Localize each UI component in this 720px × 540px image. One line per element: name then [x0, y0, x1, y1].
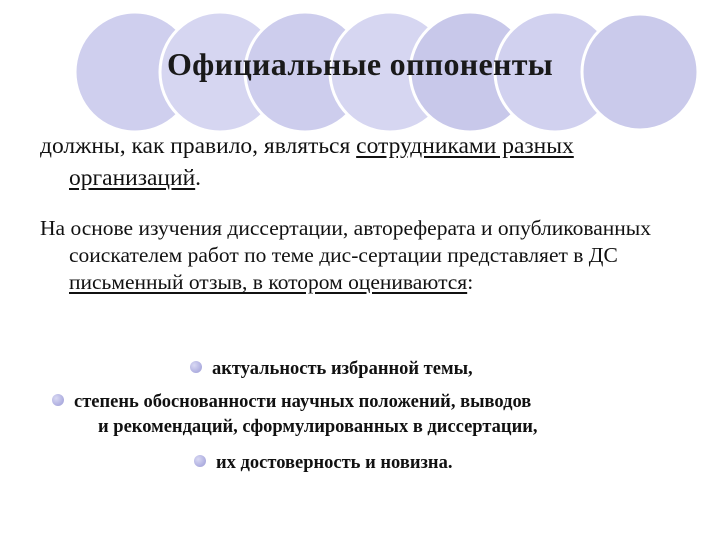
bullet-text: степень обоснованности научных положений, выводов — [74, 392, 532, 412]
bullet-item-validity — [52, 390, 531, 415]
bullet-item-validity-continued — [98, 415, 538, 440]
bullet-item-novelty — [194, 451, 452, 476]
slide-title: Официальные оппоненты — [166, 46, 554, 82]
para2-text: На основе изучения диссертации, автореферата и опубликованных соискателем работ по теме дис-сертации представляет в ДС — [40, 216, 651, 267]
para1-text: должны, как правило, являться — [40, 133, 357, 159]
para1-end: . — [195, 165, 202, 191]
bullet-text: их достоверность и новизна. — [216, 453, 453, 473]
para1-underlined-text: сотрудниками разных организаций — [69, 133, 574, 191]
para2-underlined-text: письменный отзыв, в котором оцениваются — [69, 270, 468, 294]
bullet-text: и рекомендаций, сформулированных в диссертации, — [98, 417, 538, 437]
bullet-circle-icon — [194, 455, 206, 467]
para2-end: : — [467, 270, 474, 294]
paragraph-opponents-affiliation — [40, 130, 690, 194]
paragraph-review-basis — [40, 215, 680, 296]
bullet-circle-icon — [190, 361, 202, 373]
bullet-item-relevance — [190, 357, 473, 382]
bullet-circle-icon — [52, 394, 64, 406]
bullet-text: актуальность избранной темы, — [212, 359, 473, 379]
